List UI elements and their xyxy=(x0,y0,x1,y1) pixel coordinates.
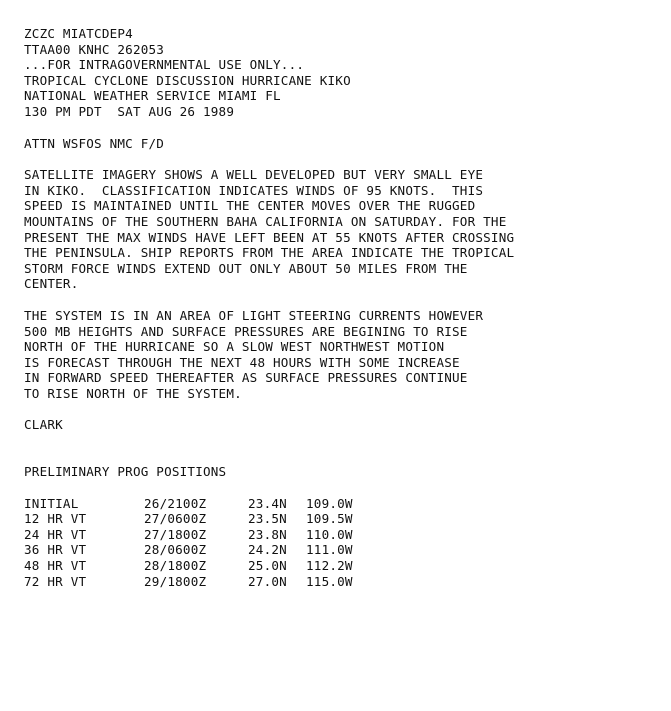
paragraph-satellite xyxy=(24,167,664,292)
paragraph-line: 500 MB HEIGHTS AND SURFACE PRESSURES ARE BEGINING TO RISE xyxy=(24,323,468,339)
paragraph-line: STORM FORCE WINDS EXTEND OUT ONLY ABOUT 50 MILES FROM THE xyxy=(24,260,468,276)
forecast-lon: 109.5W xyxy=(306,511,353,527)
paragraph-line: CENTER. xyxy=(24,276,79,292)
header-block xyxy=(24,26,664,120)
paragraph-line: IN KIKO. CLASSIFICATION INDICATES WINDS OF 95 KNOTS. THIS xyxy=(24,182,484,198)
discussion-document xyxy=(24,26,664,589)
forecast-label: INITIAL xyxy=(24,495,79,511)
forecast-lat: 24.2N xyxy=(248,542,287,558)
paragraph-line: IS FORECAST THROUGH THE NEXT 48 HOURS WITH SOME INCREASE xyxy=(24,354,460,370)
header-line: NATIONAL WEATHER SERVICE MIAMI FL xyxy=(24,88,281,104)
signature: CLARK xyxy=(24,417,63,433)
header-line: ZCZC MIATCDEP4 xyxy=(24,26,133,41)
forecast-lat: 25.0N xyxy=(248,558,287,574)
header-line: TTAA00 KNHC 262053 xyxy=(24,41,165,57)
paragraph-line: THE SYSTEM IS IN AN AREA OF LIGHT STEERING CURRENTS HOWEVER xyxy=(24,307,484,323)
paragraph-steering xyxy=(24,308,664,402)
paragraph-line: THE PENINSULA. SHIP REPORTS FROM THE AREA INDICATE THE TROPICAL xyxy=(24,245,515,261)
table-row xyxy=(24,574,664,590)
forecast-lon: 112.2W xyxy=(306,558,353,574)
table-row xyxy=(24,558,664,574)
forecast-label: 48 HR VT xyxy=(24,558,87,574)
paragraph-line: SPEED IS MAINTAINED UNTIL THE CENTER MOVES OVER THE RUGGED xyxy=(24,198,476,214)
header-line: ...FOR INTRAGOVERNMENTAL USE ONLY... xyxy=(24,57,305,73)
forecast-time: 28/1800Z xyxy=(144,558,207,574)
forecast-lat: 27.0N xyxy=(248,573,287,589)
table-row xyxy=(24,542,664,558)
paragraph-line: TO RISE NORTH OF THE SYSTEM. xyxy=(24,385,242,401)
forecast-lon: 109.0W xyxy=(306,495,353,511)
forecast-time: 27/0600Z xyxy=(144,511,207,527)
forecast-time: 26/2100Z xyxy=(144,495,207,511)
paragraph-line: PRESENT THE MAX WINDS HAVE LEFT BEEN AT 55 KNOTS AFTER CROSSING xyxy=(24,229,515,245)
forecast-lat: 23.5N xyxy=(248,511,287,527)
forecast-lat: 23.8N xyxy=(248,526,287,542)
forecast-label: 36 HR VT xyxy=(24,542,87,558)
forecast-lat: 23.4N xyxy=(248,495,287,511)
forecast-label: 12 HR VT xyxy=(24,511,87,527)
paragraph-line: IN FORWARD SPEED THEREAFTER AS SURFACE PRESSURES CONTINUE xyxy=(24,370,468,386)
forecast-label: 72 HR VT xyxy=(24,573,87,589)
paragraph-line: MOUNTAINS OF THE SOUTHERN BAHA CALIFORNIA ON SATURDAY. FOR THE xyxy=(24,213,507,229)
paragraph-line: SATELLITE IMAGERY SHOWS A WELL DEVELOPED BUT VERY SMALL EYE xyxy=(24,167,484,183)
forecast-time: 27/1800Z xyxy=(144,526,207,542)
forecast-label: 24 HR VT xyxy=(24,526,87,542)
forecast-lon: 111.0W xyxy=(306,542,353,558)
table-row xyxy=(24,496,664,512)
attn-line: ATTN WSFOS NMC F/D xyxy=(24,135,165,151)
positions-table xyxy=(24,496,664,590)
header-line: 130 PM PDT SAT AUG 26 1989 xyxy=(24,103,235,119)
forecast-time: 28/0600Z xyxy=(144,542,207,558)
table-row xyxy=(24,511,664,527)
paragraph-line: NORTH OF THE HURRICANE SO A SLOW WEST NORTHWEST MOTION xyxy=(24,339,445,355)
table-row xyxy=(24,527,664,543)
forecast-time: 29/1800Z xyxy=(144,573,207,589)
header-line: TROPICAL CYCLONE DISCUSSION HURRICANE KIKO xyxy=(24,72,351,88)
forecast-lon: 110.0W xyxy=(306,526,353,542)
positions-title: PRELIMINARY PROG POSITIONS xyxy=(24,464,227,480)
forecast-lon: 115.0W xyxy=(306,573,353,589)
